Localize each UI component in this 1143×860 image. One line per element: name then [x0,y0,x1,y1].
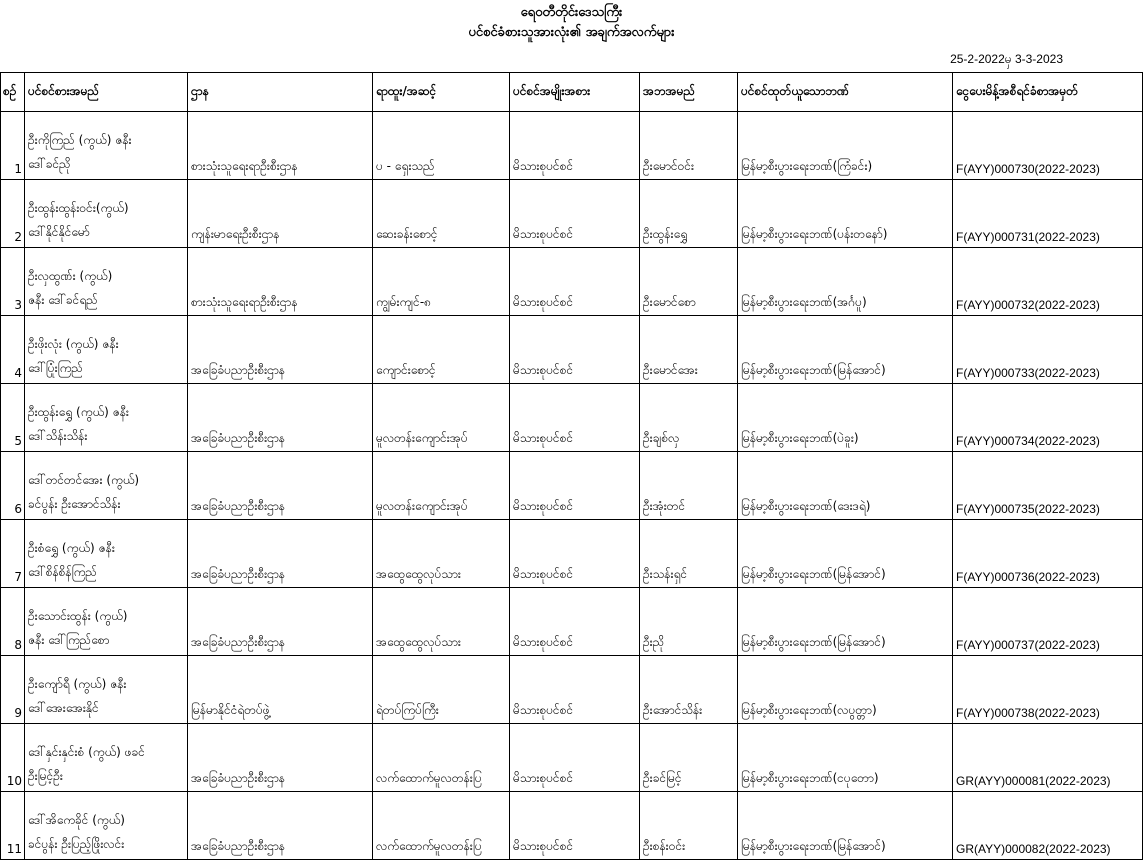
department-cell: မြန်မာနိုင်ငံရဲတပ်ဖွဲ့ [188,656,373,724]
pensioner-name-line1: ဦးဖိုးလုံး (ကွယ်) ဇနီး [28,337,119,351]
table-row [1,588,1143,656]
rank-cell: အထွေထွေလုပ်သား [373,588,510,656]
col-header-father-name: အဘအမည် [640,73,738,112]
pensioner-name-line2: ဇနီး ဒေါ်ကြည်စော [28,633,110,647]
pensioner-name-line2: ဒေါ်စိန်စိန်ကြည် [28,565,97,579]
bank-cell: မြန်မာ့စီးပွားရေးဘဏ်(မြန်အောင်) [738,520,953,588]
pension-type-cell: မိသားစုပင်စင် [510,588,640,656]
pensioner-name [25,316,188,384]
row-number: 9 [1,656,25,724]
payment-code-cell: F(AYY)000734(2022-2023) [953,384,1143,452]
table-row [1,520,1143,588]
bank-cell: မြန်မာ့စီးပွားရေးဘဏ်(ပန်းတနော်) [738,180,953,248]
table-row [1,180,1143,248]
department-cell: စားသုံးသူရေးရာဦးစီးဌာန [188,112,373,180]
row-number: 8 [1,588,25,656]
payment-code-cell: F(AYY)000737(2022-2023) [953,588,1143,656]
department-cell: အခြေခံပညာဦးစီးဌာန [188,792,373,860]
father-name-cell: ဦးခင်မြင့် [640,724,738,792]
bank-cell: မြန်မာ့စီးပွားရေးဘဏ်(ပဲခူး) [738,384,953,452]
pension-type-cell: မိသားစုပင်စင် [510,792,640,860]
pensioner-name [25,384,188,452]
payment-code-cell: F(AYY)000730(2022-2023) [953,112,1143,180]
table-row [1,656,1143,724]
father-name-cell: ဦးချစ်လှ [640,384,738,452]
pensioner-name-line2: ဒေါ်ခင်ညို [28,157,71,171]
payment-code-cell: F(AYY)000738(2022-2023) [953,656,1143,724]
pension-type-cell: မိသားစုပင်စင် [510,724,640,792]
pension-type-cell: မိသားစုပင်စင် [510,656,640,724]
pensioner-name [25,248,188,316]
father-name-cell: ဦးမောင်စော [640,248,738,316]
pensioner-name-line2: ဒေါ်သိန်းသိန်း [28,429,88,443]
pensioner-name [25,112,188,180]
department-cell: ကျန်းမာရေးဦးစီးဌာန [188,180,373,248]
pension-type-cell: မိသားစုပင်စင် [510,316,640,384]
pension-type-cell: မိသားစုပင်စင် [510,180,640,248]
department-cell: အခြေခံပညာဦးစီးဌာန [188,384,373,452]
department-cell: အခြေခံပညာဦးစီးဌာန [188,452,373,520]
rank-cell: မူလတန်းကျောင်းအုပ် [373,384,510,452]
rank-cell: လက်ထောက်မူလတန်းပြ [373,724,510,792]
row-number: 6 [1,452,25,520]
department-cell: စားသုံးသူရေးရာဦးစီးဌာန [188,248,373,316]
row-number: 1 [1,112,25,180]
row-number: 10 [1,724,25,792]
header-row [1,73,1143,112]
payment-code-cell: F(AYY)000736(2022-2023) [953,520,1143,588]
pensioner-name-line2: ဒေါ်နိုင်နိုင်မော် [28,225,90,239]
payment-code-cell: F(AYY)000731(2022-2023) [953,180,1143,248]
pensioner-name [25,724,188,792]
pensioner-name-line1: ဦးလှထွဏ်း (ကွယ်) [28,269,113,283]
row-number: 2 [1,180,25,248]
row-number: 4 [1,316,25,384]
father-name-cell: ဦးစန်းဝင်း [640,792,738,860]
pensioner-name-line2: ဒေါ်အေးအေးနိုင် [28,701,99,715]
father-name-cell: ဦးအုံးတင် [640,452,738,520]
pensioner-name-line1: ဦးသောင်းထွန်း (ကွယ်) [28,609,128,623]
row-number: 11 [1,792,25,860]
rank-cell: အထွေထွေလုပ်သား [373,520,510,588]
department-cell: အခြေခံပညာဦးစီးဌာန [188,316,373,384]
date-range: 25-2-2022မှ 3-3-2023 [950,52,1063,66]
father-name-cell: ဦးမောင်အေး [640,316,738,384]
document-title: ရေဝတီတိုင်းဒေသကြီး [520,5,623,20]
payment-code-cell: F(AYY)000733(2022-2023) [953,316,1143,384]
pensioner-name-line2: ဦးမြင့်ဦး [28,769,63,783]
row-number: 7 [1,520,25,588]
pensioner-name-line2: ခင်ပွန်း ဦးပြည့်ဖြိုးလင်း [28,837,125,851]
table-row [1,112,1143,180]
pensioner-name-line1: ဦးထွန်းရွှေ (ကွယ်) ဇနီး [28,405,129,419]
rank-cell: မူလတန်းကျောင်းအုပ် [373,452,510,520]
pensioner-name-line2: ခင်ပွန်း ဦးအောင်သိန်း [28,497,121,511]
table-row [1,384,1143,452]
bank-cell: မြန်မာ့စီးပွားရေးဘဏ်(မြန်အောင်) [738,792,953,860]
table-row [1,792,1143,860]
col-header-pension-type: ပင်စင်အမျိုးအစား [510,73,640,112]
bank-cell: မြန်မာ့စီးပွားရေးဘဏ်(မြန်အောင်) [738,316,953,384]
row-number: 5 [1,384,25,452]
payment-code-cell: F(AYY)000732(2022-2023) [953,248,1143,316]
rank-cell: ကျောင်းစောင့် [373,316,510,384]
col-header-department: ဌာန [188,73,373,112]
bank-cell: မြန်မာ့စီးပွားရေးဘဏ်(အင်္ဂပူ) [738,248,953,316]
table-row [1,724,1143,792]
pensioner-name-line1: ဒေါ်နှင်းနှင်းစံ (ကွယ်) ဖခင် [28,745,145,759]
pension-type-cell: မိသားစုပင်စင် [510,248,640,316]
col-header-rank: ရာထူး/အဆင့် [373,73,510,112]
pensioner-name-line1: ဦးစံရွှေ (ကွယ်) ဇနီး [28,541,115,555]
father-name-cell: ဦးမောင်ဝင်း [640,112,738,180]
table-body [1,112,1143,860]
bank-cell: မြန်မာ့စီးပွားရေးဘဏ်(ကြံခင်း) [738,112,953,180]
pensioner-name-line2: ဒေါ်ပြုံးကြည် [28,361,83,375]
col-header-no: စဉ် [1,73,25,112]
bank-cell: မြန်မာ့စီးပွားရေးဘဏ်(လပွတ္တာ) [738,656,953,724]
rank-cell: ဆေးခန်းစောင့် [373,180,510,248]
pensioner-name-line1: ဒေါ်တင်တင်အေး (ကွယ်) [28,473,140,487]
document-subtitle: ပင်စင်ခံစားသူအားလုံး၏ အချက်အလက်များ [468,25,675,40]
department-cell: အခြေခံပညာဦးစီးဌာန [188,588,373,656]
bank-cell: မြန်မာ့စီးပွားရေးဘဏ်(မြန်အောင်) [738,588,953,656]
pension-type-cell: မိသားစုပင်စင် [510,520,640,588]
father-name-cell: ဦးထွန်းရွှေ [640,180,738,248]
pensioner-name [25,520,188,588]
pension-type-cell: မိသားစုပင်စင် [510,112,640,180]
payment-code-cell: GR(AYY)000082(2022-2023) [953,792,1143,860]
pensioner-name-line1: ဒေါ်အိကေခိုင် (ကွယ်) [28,813,125,827]
payment-code-cell: F(AYY)000735(2022-2023) [953,452,1143,520]
pensioner-name-line1: ဦးကိုကြည် (ကွယ်) ဇနီး [28,133,132,147]
rank-cell: ကျွမ်းကျင်-၈ [373,248,510,316]
payment-code-cell: GR(AYY)000081(2022-2023) [953,724,1143,792]
table-row [1,316,1143,384]
pensioner-name-line1: ဦးကျော်ရီ (ကွယ်) ဇနီး [28,677,127,691]
father-name-cell: ဦးညို [640,588,738,656]
pension-type-cell: မိသားစုပင်စင် [510,384,640,452]
department-cell: အခြေခံပညာဦးစီးဌာန [188,724,373,792]
pension-table [0,72,1143,860]
father-name-cell: ဦးအောင်သိန်း [640,656,738,724]
father-name-cell: ဦးသန်းရှင် [640,520,738,588]
row-number: 3 [1,248,25,316]
rank-cell: ပ - ရှေးသည် [373,112,510,180]
pensioner-name [25,656,188,724]
pensioner-name [25,452,188,520]
rank-cell: ရဲတပ်ကြပ်ကြီး [373,656,510,724]
pensioner-name [25,588,188,656]
bank-cell: မြန်မာ့စီးပွားရေးဘဏ်(ဒေးဒရဲ) [738,452,953,520]
table-row [1,452,1143,520]
col-header-payment-code: ငွေပေးမိန့်အစီရင်ခံစာအမှတ် [953,73,1143,112]
col-header-name: ပင်စင်စားအမည် [25,73,188,112]
bank-cell: မြန်မာ့စီးပွားရေးဘဏ်(ငပုတော) [738,724,953,792]
table-row [1,248,1143,316]
pensioner-name-line2: ဇနီး ဒေါ်ခင်ရည် [28,293,98,307]
department-cell: အခြေခံပညာဦးစီးဌာန [188,520,373,588]
pension-type-cell: မိသားစုပင်စင် [510,452,640,520]
pensioner-name [25,792,188,860]
pensioner-name-line1: ဦးထွန်းထွန်းဝင်း(ကွယ်) [28,201,129,215]
rank-cell: လက်ထောက်မူလတန်းပြ [373,792,510,860]
pensioner-name [25,180,188,248]
col-header-bank: ပင်စင်ထုတ်ယူသောဘဏ် [738,73,953,112]
